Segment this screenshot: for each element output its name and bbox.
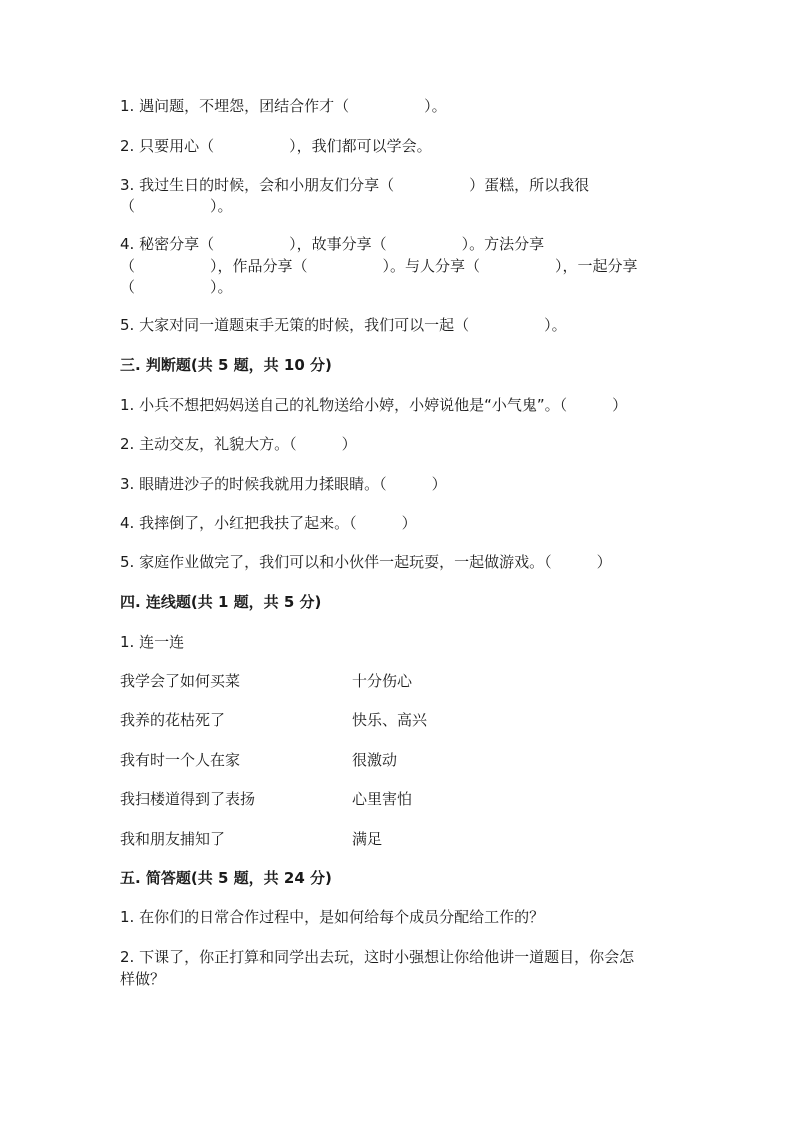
judge-question-1: 1. 小兵不想把妈妈送自己的礼物送给小婷，小婷说他是“小气鬼”。（ ）	[120, 396, 628, 414]
judge-question-5: 5. 家庭作业做完了，我们可以和小伙伴一起玩耍，一起做游戏。（ ）	[120, 553, 612, 571]
fill-blank-question-4-line-2: （ ），作品分享（ ）。与人分享（ ），一起分享	[120, 257, 638, 275]
fill-blank-question-1: 1. 遇问题，不埋怨，团结合作才（ ）。	[120, 97, 447, 115]
fill-blank-question-4-line-3: （ ）。	[120, 278, 233, 296]
judge-question-4: 4. 我摔倒了，小红把我扶了起来。（ ）	[120, 514, 417, 532]
short-answer-question-2-line-2: 样做？	[120, 970, 166, 988]
fill-blank-question-4-line-1: 4. 秘密分享（ ），故事分享（ ）。方法分享	[120, 235, 545, 253]
fill-blank-question-2: 2. 只要用心（ ），我们都可以学会。	[120, 137, 432, 155]
matching-right-item-4: 心里害怕	[352, 790, 413, 808]
short-answer-question-1: 1. 在你们的日常合作过程中，是如何给每个成员分配给工作的？	[120, 908, 545, 926]
fill-blank-question-3-line-2: （ ）。	[120, 197, 233, 215]
matching-prompt: 1. 连一连	[120, 633, 185, 651]
matching-heading: 四. 连线题(共 1 题，共 5 分)	[120, 593, 322, 611]
fill-blank-question-3-line-1: 3. 我过生日的时候，会和小朋友们分享（ ）蛋糕，所以我很	[120, 176, 590, 194]
matching-left-item-3: 我有时一个人在家	[120, 751, 241, 769]
matching-right-item-5: 满足	[352, 830, 383, 848]
matching-right-item-1: 十分伤心	[352, 672, 413, 690]
matching-left-item-2: 我养的花枯死了	[120, 711, 226, 729]
short-answer-question-2-line-1: 2. 下课了，你正打算和同学出去玩，这时小强想让你给他讲一道题目，你会怎	[120, 948, 635, 966]
short-answer-heading: 五. 简答题(共 5 题，共 24 分)	[120, 869, 332, 887]
matching-left-item-5: 我和朋友捕知了	[120, 830, 226, 848]
matching-left-item-1: 我学会了如何买菜	[120, 672, 241, 690]
judge-heading: 三. 判断题(共 5 题，共 10 分)	[120, 356, 332, 374]
matching-left-item-4: 我扫楼道得到了表扬	[120, 790, 256, 808]
judge-question-2: 2. 主动交友，礼貌大方。（ ）	[120, 435, 357, 453]
matching-right-item-2: 快乐、高兴	[352, 711, 428, 729]
matching-right-item-3: 很激动	[352, 751, 398, 769]
judge-question-3: 3. 眼睛进沙子的时候我就用力揉眼睛。（ ）	[120, 475, 447, 493]
fill-blank-question-5: 5. 大家对同一道题束手无策的时候，我们可以一起（ ）。	[120, 316, 567, 334]
